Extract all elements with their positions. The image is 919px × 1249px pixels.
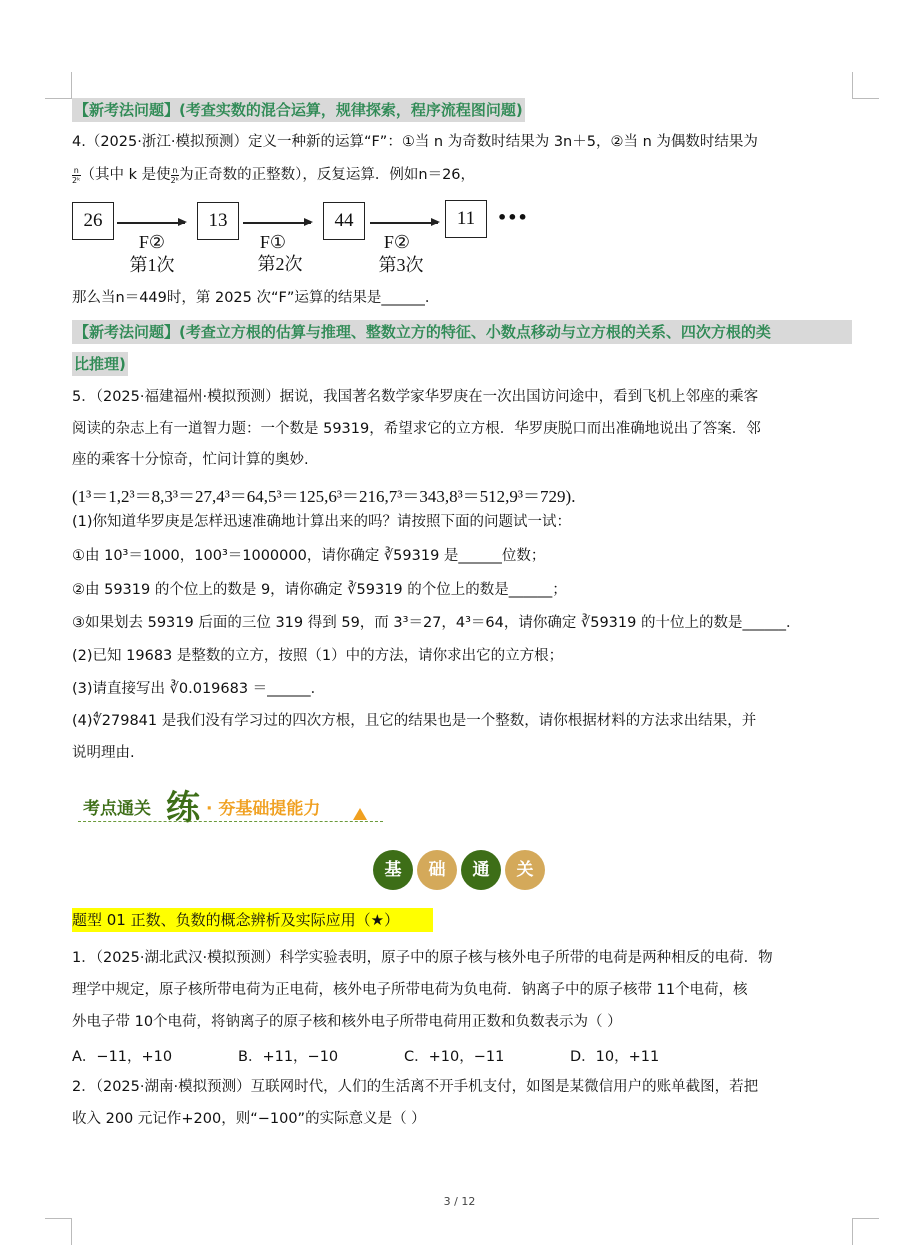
flow-step: 第1次 — [129, 255, 175, 275]
arrow-icon — [243, 222, 311, 224]
q5-part2: (2)已知 19683 是整数的立方，按照（1）中的方法，请你求出它的立方根； — [72, 648, 564, 664]
option-d: D．10，+11 — [570, 1049, 660, 1065]
crop-mark — [852, 72, 879, 99]
flow-box: 44 — [323, 202, 365, 240]
q1-line: 理学中规定，原子核所带电荷为正电荷，核外电子所带电荷为负电荷．钠离子中的原子核带 11个电荷，核 — [72, 982, 748, 998]
q5-part3: (3)请直接写出 ∛0.019683 ＝______． — [72, 681, 326, 697]
q4-line1: 4.（2025·浙江·模拟预测）定义一种新的运算“F”：①当 n 为奇数时结果为 3n＋5，②当 n 为偶数时结果为 — [72, 134, 758, 150]
q5-part1b: ②由 59319 的个位上的数是 9，请你确定 ∛59319 的个位上的数是______； — [72, 582, 567, 598]
q5-line: 5．（2025·福建福州·模拟预测）据说，我国著名数学家华罗庚在一次出国访问途中，看到飞机上邻座的乘客 — [72, 389, 759, 405]
flow-box: 13 — [197, 202, 239, 240]
flow-op: F② — [383, 232, 411, 252]
section-heading: 比推理) — [72, 352, 128, 376]
section-heading: 【新考法问题】(考查立方根的估算与推理、整数立方的特征、小数点移动与立方根的关系、四次方根的类 — [72, 320, 852, 344]
arrow-icon — [370, 222, 438, 224]
option-a: A．−11，+10 — [72, 1049, 173, 1065]
q4-line3: 那么当n＝449时，第 2025 次“F”运算的结果是______． — [72, 290, 440, 306]
q5-part4: 说明理由. — [72, 745, 135, 761]
section-heading: 【新考法问题】(考查实数的混合运算，规律探索，程序流程图问题) — [72, 98, 525, 122]
option-b: B．+11，−10 — [238, 1049, 339, 1065]
badge: 基 — [373, 850, 413, 890]
flow-step: 第2次 — [257, 254, 303, 274]
banner-text: 考点通关 — [83, 799, 151, 819]
badge: 关 — [505, 850, 545, 890]
dashed-divider — [78, 821, 383, 822]
flow-op: F② — [138, 232, 166, 252]
badge: 通 — [461, 850, 501, 890]
option-c: C．+10，−11 — [404, 1049, 505, 1065]
fraction: $\frac{n}{\text{2ᵏ}}$ — [72, 165, 81, 185]
ellipsis: ••• — [497, 208, 528, 227]
practice-banner — [78, 780, 383, 826]
q2-line: 2．（2025·湖南·模拟预测）互联网时代，人们的生活离不开手机支付，如图是某微信用户的账单截图，若把 — [72, 1079, 759, 1095]
badge: 础 — [417, 850, 457, 890]
q5-cubes: (1³＝1,2³＝8,3³＝27,4³＝64,5³＝125,6³＝216,7³＝343,8³＝512,9³＝729). — [72, 487, 576, 506]
flow-box: 11 — [445, 200, 487, 238]
q4-line2: $\frac{n}{\text{2ᵏ}}$ （其中 k 是使 $\frac{n}{\text{2ᵏ}}$ 为正奇数的正整数），反复运算．例如n＝26， — [72, 165, 476, 185]
crop-mark — [852, 1218, 879, 1245]
q5-part1a: ①由 10³＝1000，100³＝1000000，请你确定 ∛59319 是______位数； — [72, 548, 546, 564]
question-type-heading: 题型 01 正数、负数的概念辨析及实际应用（★） — [72, 908, 433, 932]
banner-big-char: 练 — [166, 788, 200, 828]
banner-text: · 夯基础提能力 — [206, 799, 321, 819]
page-number: 3 / 12 — [443, 1195, 476, 1208]
q5-part1c: ③如果划去 59319 后面的三位 319 得到 59，而 3³＝27，4³＝64，请你确定 ∛59319 的十位上的数是______． — [72, 615, 801, 631]
fraction: $\frac{n}{\text{2ᵏ}}$ — [170, 165, 180, 185]
arrow-icon — [117, 222, 185, 224]
flow-step: 第3次 — [378, 255, 424, 275]
q5-line: 阅读的杂志上有一道智力题：一个数是 59319，希望求它的立方根．华罗庚脱口而出准确地说出了答案．邻 — [72, 421, 761, 437]
q5-part1: (1)你知道华罗庚是怎样迅速准确地计算出来的吗？请按照下面的问题试一试： — [72, 514, 572, 530]
q1-line: 外电子带 10个电荷，将钠离子的原子核和核外电子所带电荷用正数和负数表示为（ ） — [72, 1014, 622, 1030]
q5-line: 座的乘客十分惊奇，忙问计算的奥妙. — [72, 452, 309, 468]
crop-mark — [45, 72, 72, 99]
q5-part4: (4)∜279841 是我们没有学习过的四次方根，且它的结果也是一个整数，请你根据材料的方法求出结果，并 — [72, 713, 757, 729]
q1-line: 1．（2025·湖北武汉·模拟预测）科学实验表明，原子中的原子核与核外电子所带的电荷是两种相反的电荷．物 — [72, 950, 773, 966]
q2-line: 收入 200 元记作+200，则“−100”的实际意义是（ ） — [72, 1111, 426, 1127]
crop-mark — [45, 1218, 72, 1245]
triangle-icon — [353, 808, 367, 820]
flow-box: 26 — [72, 202, 114, 240]
flow-op: F① — [259, 232, 287, 252]
